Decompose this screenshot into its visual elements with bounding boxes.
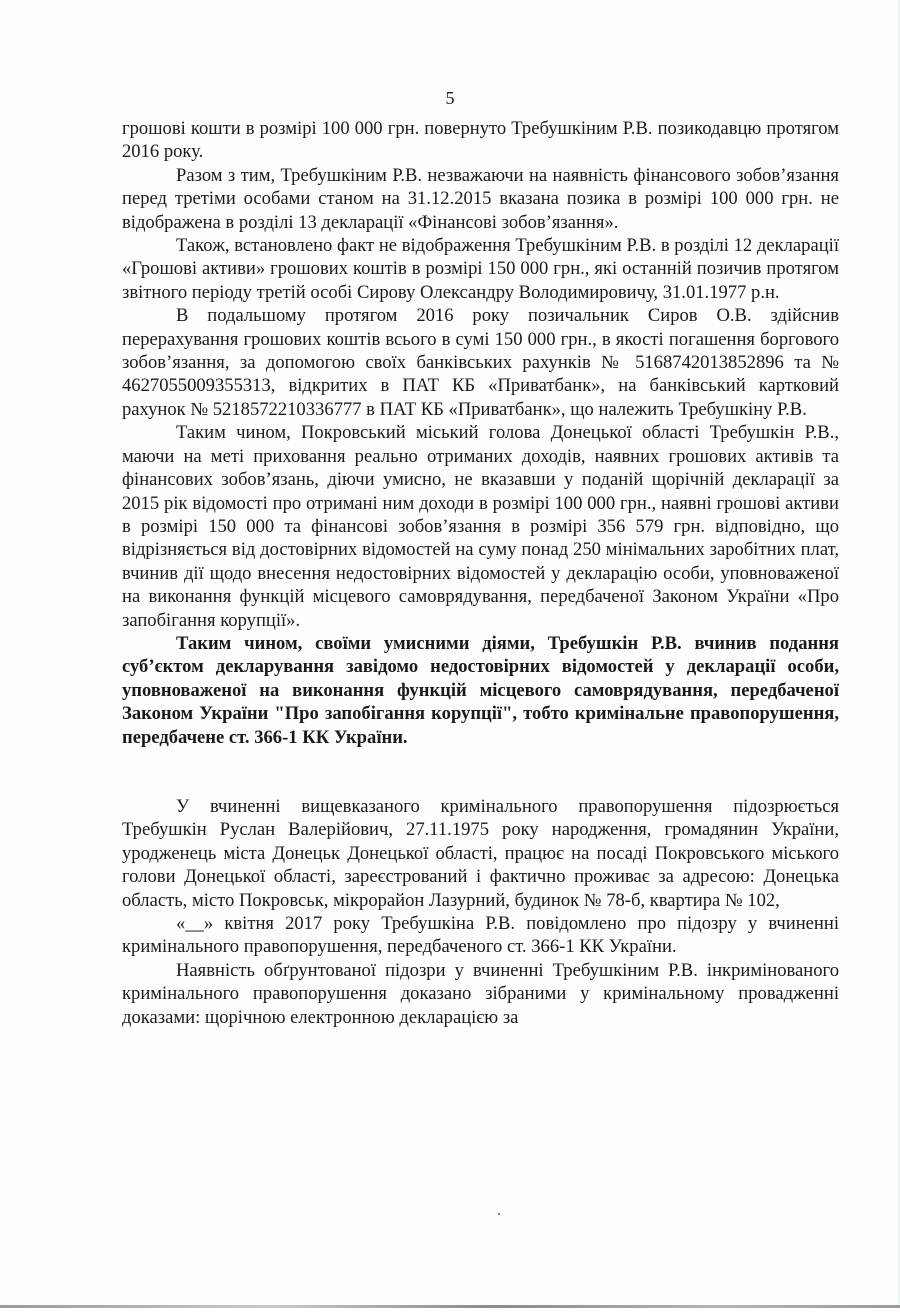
paragraph-offense-qualification: Таким чином, своїми умисними діями, Требушкін Р.В. вчинив подання суб’єктом декларування завідомо недостовірних відомостей у декларації особи, уповноваженої на виконання функцій місцевого самоврядування, передбаченої Законом України "Про запобігання корупції", тобто кримінальне правопорушення, передбачене ст. 366-1 КК України. xyxy=(122,632,839,748)
paragraph-suspect-details: У вчиненні вищевказаного кримінального правопорушення підозрюється Требушкін Руслан Валерійович, 27.11.1975 року народження, громадянин України, уродженець міста Донецьк Донецької області, працює на посаді Покровського міського голови Донецької області, зареєстрований і фактично проживає за адресою: Донецька область, місто Покровськ, мікрорайон Лазурний, будинок № 78-б, квартира № 102, xyxy=(122,795,839,911)
paragraph-loan-repaid: грошові кошти в розмірі 100 000 грн. повернуто Требушкіним Р.В. позикодавцю протягом 2016 року. xyxy=(122,118,839,163)
scan-edge-bottom xyxy=(0,1305,900,1308)
paragraph-summary-actions: Таким чином, Покровський міський голова Донецької області Требушкін Р.В., маючи на меті приховання реально отриманих доходів, наявних грошових активів та фінансових зобов’язань, діючи умисно, не вказавши у поданій щорічній декларації за 2015 рік відомості про отримані ним доходи в розмірі 100 000 грн., наявні грошові активи в розмірі 150 000 та фінансові зобов’язання в розмірі 356 579 грн. відповідно, що відрізняється від достовірних відомостей на суму понад 250 мінімальних заробітних плат, вчинив дії щодо внесення недостовірних відомостей у декларацію особи, уповноваженої на виконання функцій місцевого самоврядування, передбаченої Законом України «Про запобігання корупції». xyxy=(122,422,839,631)
paragraph-evidence: Наявність обґрунтованої підозри у вчиненні Требушкіним Р.В. інкримінованого кримінального правопорушення доказано зібраними у кримінальному провадженні доказами: щорічною електронною декларацією за xyxy=(122,959,839,1028)
scan-speck xyxy=(498,1213,500,1215)
paragraph-monetary-assets-not-declared: Також, встановлено факт не відображення Требушкіним Р.В. в розділі 12 декларації «Грошові активи» грошових коштів в розмірі 150 000 грн., які останній позичив протягом звітного періоду третій особі Сирову Олександру Володимировичу, 31.01.1977 р.н. xyxy=(122,235,839,303)
paragraph-gap xyxy=(122,772,839,795)
paragraph-bank-transfers: В подальшому протягом 2016 року позичальник Сиров О.В. здійснив перерахування грошових коштів всього в сумі 150 000 грн., в якості погашення боргового зобов’язання, за допомогою своїх банківських рахунків № 5168742013852896 та № 4627055009355313, відкритих в ПАТ КБ «Приватбанк», на банківський картковий рахунок № 5218572210336777 в ПАТ КБ «Приватбанк», що належить Требушкіну Р.В. xyxy=(122,305,839,420)
paragraph-liability-not-declared: Разом з тим, Требушкіним Р.В. незважаючи на наявність фінансового зобов’язання перед третіми особами станом на 31.12.2015 вказана позика в розмірі 100 000 грн. не відображена в розділі 13 декларації «Фінансові зобов’язання». xyxy=(122,164,839,233)
paragraph-suspicion-notice: «__» квітня 2017 року Требушкіна Р.В. повідомлено про підозру у вчиненні кримінального правопорушення, передбаченого ст. 366-1 КК України. xyxy=(122,913,839,958)
paragraph-gap xyxy=(122,749,839,772)
page-number: 5 xyxy=(445,88,455,108)
document-body xyxy=(122,117,839,1029)
